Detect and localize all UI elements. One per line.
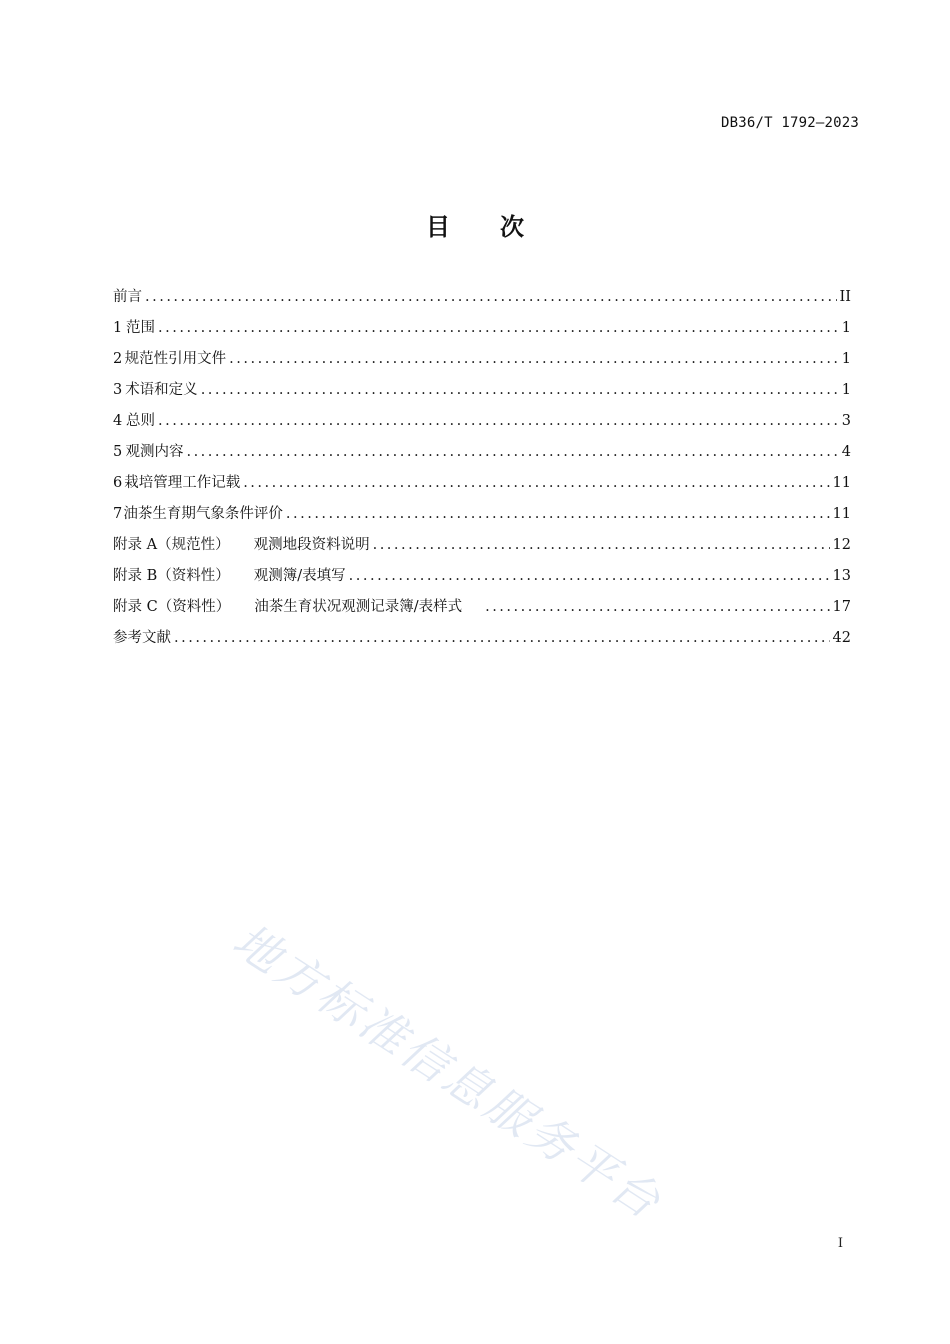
- toc-title: [0, 207, 950, 242]
- toc-entry-7[interactable]: [113, 503, 851, 534]
- toc-appendix-title: 观测簿/表填写: [253, 568, 346, 584]
- toc-entry-number: 3: [113, 382, 123, 398]
- toc-entry-references[interactable]: [113, 627, 851, 658]
- toc-leader-dots: [158, 317, 839, 339]
- toc-entry-page: 11: [832, 475, 851, 491]
- toc-entry-number: 1: [113, 320, 123, 336]
- toc-entry-page: 13: [832, 568, 851, 584]
- toc-appendix-tag: 附录 C（资料性）: [113, 599, 231, 615]
- toc-leader-dots: [286, 503, 830, 525]
- toc-appendix-tag: 附录 B（资料性）: [113, 568, 230, 584]
- toc-entry-page: 42: [832, 630, 851, 646]
- toc-leader-dots: [349, 565, 830, 587]
- table-of-contents: [113, 286, 851, 658]
- toc-entry-page: 1: [841, 320, 851, 336]
- toc-entry-4[interactable]: [113, 410, 851, 441]
- toc-entry-number: 4: [113, 413, 123, 429]
- toc-entry-number: 5: [113, 444, 123, 460]
- watermark-text: 地方标准信息服务平台: [223, 912, 673, 1231]
- toc-entry-label: 观测内容: [125, 444, 184, 460]
- toc-entry-label: 油茶生育期气象条件评价: [123, 506, 283, 522]
- toc-leader-dots: [243, 472, 829, 494]
- toc-appendix-label: [113, 565, 346, 587]
- toc-entry-label: 术语和定义: [125, 382, 198, 398]
- toc-entry-appendix-c[interactable]: [113, 596, 851, 627]
- toc-entry-label: 规范性引用文件: [124, 351, 227, 367]
- toc-leader-dots: [229, 348, 839, 370]
- toc-entry-page: 12: [832, 537, 851, 553]
- toc-entry-1[interactable]: [113, 317, 851, 348]
- toc-appendix-label: [113, 534, 370, 556]
- toc-entry-label: 范围: [126, 320, 156, 336]
- toc-entry-appendix-b[interactable]: [113, 565, 851, 596]
- toc-entry-page: 1: [841, 382, 851, 398]
- toc-title-char-1: 目: [426, 213, 450, 241]
- toc-entry-page: 11: [832, 506, 851, 522]
- toc-entry-3[interactable]: [113, 379, 851, 410]
- toc-appendix-title: 观测地段资料说明: [253, 537, 370, 553]
- toc-leader-dots: [174, 627, 830, 649]
- toc-leader-dots: [158, 410, 839, 432]
- toc-entry-page: II: [839, 289, 851, 305]
- toc-appendix-tag: 附录 A（规范性）: [113, 537, 230, 553]
- toc-appendix-label: [113, 596, 482, 618]
- toc-entry-5[interactable]: [113, 441, 851, 472]
- toc-entry-appendix-a[interactable]: [113, 534, 851, 565]
- toc-leader-dots: [145, 286, 837, 308]
- toc-title-char-2: 次: [500, 213, 524, 241]
- toc-entry-foreword[interactable]: [113, 286, 851, 317]
- toc-entry-label: 参考文献: [113, 630, 171, 646]
- toc-entry-label: 栽培管理工作记载: [124, 475, 241, 491]
- toc-entry-number: 6: [113, 475, 123, 491]
- toc-entry-label: 总则: [126, 413, 156, 429]
- page-number: I: [837, 1236, 843, 1251]
- toc-entry-page: 17: [832, 599, 851, 615]
- toc-entry-page: 4: [841, 444, 851, 460]
- toc-entry-number: 7: [113, 506, 123, 522]
- toc-entry-page: 3: [841, 413, 851, 429]
- toc-entry-number: 2: [113, 351, 123, 367]
- toc-leader-dots: [201, 379, 839, 401]
- toc-leader-dots: [485, 596, 829, 618]
- toc-entry-2[interactable]: [113, 348, 851, 379]
- toc-leader-dots: [373, 534, 830, 556]
- toc-leader-dots: [186, 441, 838, 463]
- toc-appendix-title: 油茶生育状况观测记录簿/表样式: [254, 599, 463, 615]
- toc-entry-page: 1: [841, 351, 851, 367]
- document-number: DB36/T 1792—2023: [720, 115, 859, 131]
- toc-entry-6[interactable]: [113, 472, 851, 503]
- toc-entry-label: 前言: [113, 289, 142, 305]
